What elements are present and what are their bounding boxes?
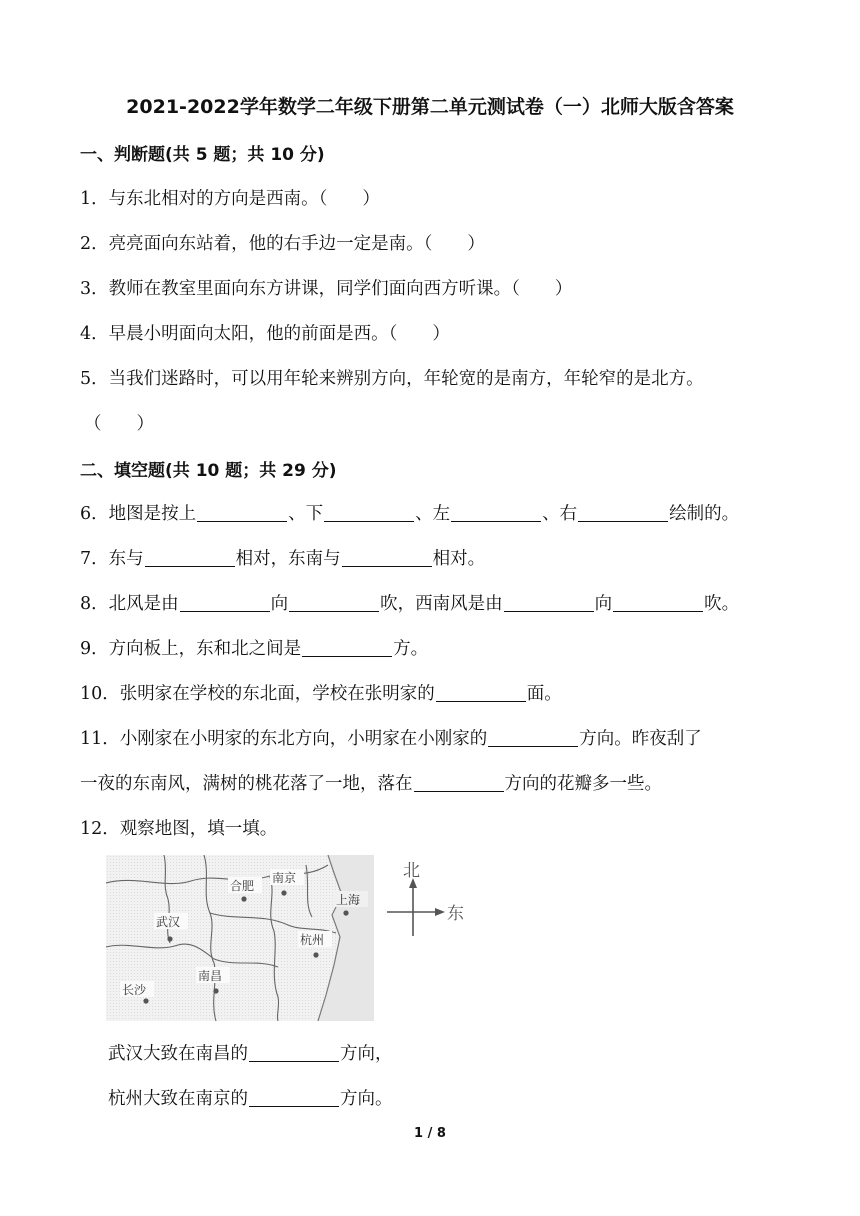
answer-blank[interactable] — [324, 520, 414, 522]
city-label-hangzhou: 杭州 — [300, 933, 325, 947]
compass-east-label: 东 — [447, 904, 464, 924]
page-number: 1 / 8 — [414, 1126, 446, 1141]
question-11-continued — [80, 770, 662, 795]
question-6-text-d: 、右 — [542, 504, 578, 524]
question-9-text-a: 9．方向板上，东和北之间是 — [80, 639, 302, 659]
question-4: 4．早晨小明面向太阳，他的前面是西。（ ） — [80, 324, 450, 344]
city-label-nanjing: 南京 — [272, 871, 297, 885]
answer-blank[interactable] — [302, 655, 392, 657]
answer-blank[interactable] — [414, 790, 504, 792]
city-label-nanchang: 南昌 — [198, 969, 223, 983]
question-12a-text-a: 武汉大致在南昌的 — [108, 1044, 248, 1064]
compass-north-label: 北 — [403, 861, 420, 881]
question-5-bracket: （ ） — [84, 414, 154, 434]
question-6-text-b: 、下 — [288, 504, 324, 524]
question-7-text-b: 相对，东南与 — [235, 549, 341, 569]
answer-blank[interactable] — [613, 610, 703, 612]
question-12-part-a — [108, 1040, 393, 1065]
document-title: 2021-2022学年数学二年级下册第二单元测试卷（一）北师大版含答案 — [126, 96, 734, 118]
question-12a-text-b: 方向， — [340, 1044, 393, 1064]
city-label-shanghai: 上海 — [336, 893, 361, 907]
answer-blank[interactable] — [578, 520, 668, 522]
question-12b-text-b: 方向。 — [340, 1089, 393, 1109]
question-5: 5．当我们迷路时，可以用年轮来辨别方向，年轮宽的是南方，年轮窄的是北方。 — [80, 369, 704, 389]
answer-blank[interactable] — [249, 1060, 339, 1062]
question-11b-text-a: 一夜的东南风，满树的桃花落了一地，落在 — [80, 774, 413, 794]
answer-blank[interactable] — [504, 610, 594, 612]
section-heading-fill-blank: 二、填空题(共 10 题；共 29 分) — [80, 461, 337, 481]
question-11-text-b: 方向。昨夜刮了 — [579, 729, 702, 749]
answer-blank[interactable] — [197, 520, 287, 522]
city-label-hefei: 合肥 — [230, 879, 255, 893]
answer-blank[interactable] — [180, 610, 270, 612]
question-6-text-e: 绘制的。 — [669, 504, 740, 524]
question-7 — [80, 545, 485, 570]
city-label-changsha: 长沙 — [122, 983, 147, 997]
answer-blank[interactable] — [451, 520, 541, 522]
section-heading-judgement: 一、判断题(共 5 题；共 10 分) — [80, 145, 325, 165]
question-1: 1．与东北相对的方向是西南。（ ） — [80, 189, 380, 209]
question-2: 2．亮亮面向东站着，他的右手边一定是南。（ ） — [80, 234, 485, 254]
answer-blank[interactable] — [342, 565, 432, 567]
question-8-text-d: 向 — [594, 594, 613, 614]
question-11 — [80, 725, 702, 750]
question-12: 12．观察地图，填一填。 — [80, 819, 278, 839]
question-6-text-c: 、左 — [415, 504, 451, 524]
answer-blank[interactable] — [488, 745, 578, 747]
question-6 — [80, 500, 739, 525]
question-7-text-c: 相对。 — [432, 549, 486, 569]
question-10 — [80, 680, 562, 705]
question-11-text-a: 11．小刚家在小明家的东北方向，小明家在小刚家的 — [80, 729, 488, 749]
east-arrow-icon — [435, 908, 445, 916]
question-10-text-a: 10．张明家在学校的东北面，学校在张明家的 — [80, 684, 435, 704]
regional-map — [106, 855, 374, 1021]
question-8 — [80, 590, 739, 615]
answer-blank[interactable] — [145, 565, 235, 567]
question-12-part-b — [108, 1085, 393, 1110]
question-6-text-a: 6．地图是按上 — [80, 504, 197, 524]
question-9 — [80, 635, 428, 660]
question-8-text-c: 吹，西南风是由 — [380, 594, 503, 614]
question-12b-text-a: 杭州大致在南京的 — [108, 1089, 248, 1109]
question-10-text-b: 面。 — [526, 684, 562, 704]
answer-blank[interactable] — [289, 610, 379, 612]
question-11b-text-b: 方向的花瓣多一些。 — [504, 774, 662, 794]
question-8-text-b: 向 — [270, 594, 289, 614]
city-label-wuhan: 武汉 — [156, 915, 181, 929]
question-8-text-a: 8．北风是由 — [80, 594, 179, 614]
question-3: 3．教师在教室里面向东方讲课，同学们面向西方听课。（ ） — [80, 279, 573, 299]
compass-rose — [385, 858, 465, 938]
question-7-text-a: 7．东与 — [80, 549, 144, 569]
question-9-text-b: 方。 — [393, 639, 429, 659]
question-8-text-e: 吹。 — [704, 594, 740, 614]
answer-blank[interactable] — [436, 700, 526, 702]
answer-blank[interactable] — [249, 1105, 339, 1107]
